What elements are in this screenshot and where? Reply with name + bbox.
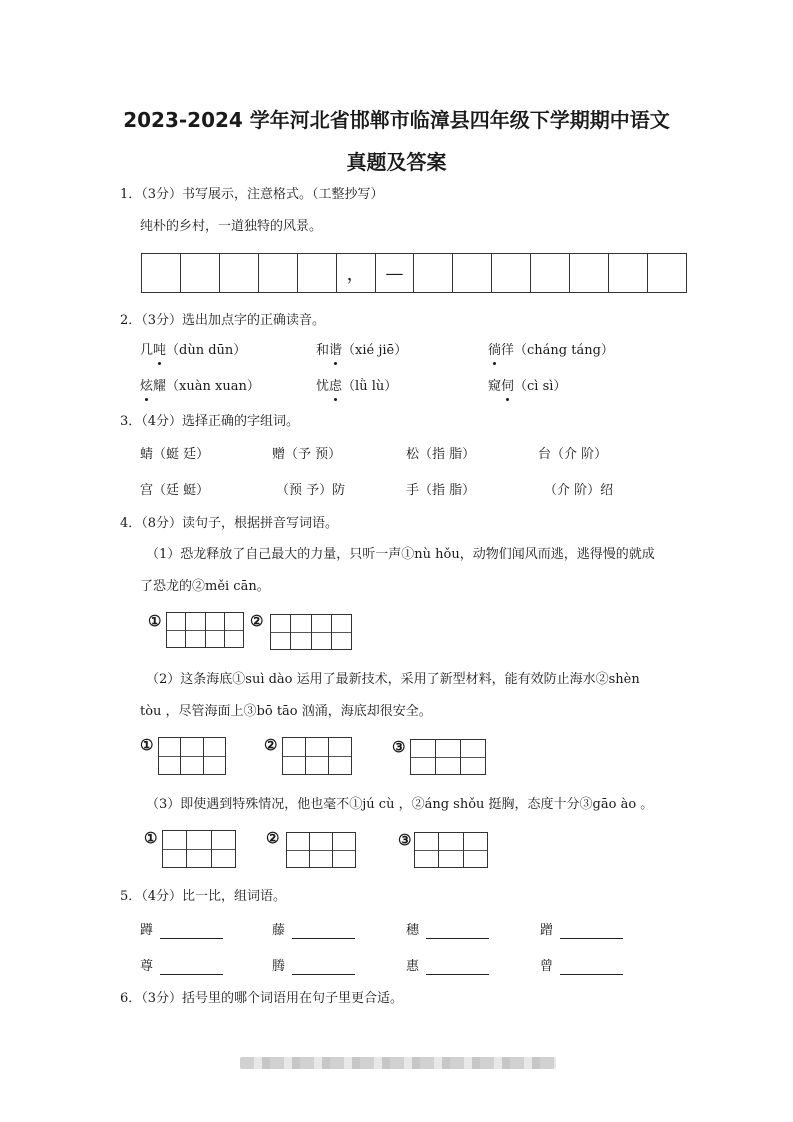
grid-cell <box>220 254 259 292</box>
answer-label: ② <box>264 736 278 754</box>
q5-char: 藤 <box>272 923 286 938</box>
q5-char: 腾 <box>272 959 286 974</box>
grid-cell <box>298 254 337 292</box>
grid-cell <box>609 254 648 292</box>
grid-cell <box>259 254 298 292</box>
q3-item: 松（指 脂） <box>406 447 476 462</box>
q3-item: 台（介 阶） <box>538 447 608 462</box>
q4-sentence-2-line-1: （2）这条海底①suì dào 运用了最新技术，采用了新型材料，能有效防止海水②shèn <box>146 672 640 687</box>
grid-cell-dash: — <box>376 254 415 292</box>
document-title-line2: 真题及答案 <box>346 150 447 174</box>
q3-item: （预 予）防 <box>276 483 346 498</box>
answer-line <box>560 938 623 939</box>
grid-cell <box>648 254 686 292</box>
answer-label: ③ <box>398 831 412 849</box>
question-5-prompt: 5．（4分）比一比，组词语。 <box>120 889 287 904</box>
question-4-prompt: 4．（8分）读句子，根据拼音写词语。 <box>120 516 339 531</box>
q3-item: 蜻（蜓 廷） <box>140 447 210 462</box>
grid-cell <box>414 254 453 292</box>
answer-label: ② <box>266 829 280 847</box>
q5-char: 惠 <box>406 959 420 974</box>
grid-cell <box>570 254 609 292</box>
q3-item: 宫（廷 蜓） <box>140 483 210 498</box>
answer-label: ③ <box>392 738 406 756</box>
answer-box <box>158 737 226 775</box>
grid-cell <box>181 254 220 292</box>
question-2-prompt: 2．（3分）选出加点字的正确读音。 <box>120 313 326 328</box>
q5-char: 曾 <box>540 959 554 974</box>
answer-label: ① <box>140 736 154 754</box>
q5-char: 穗 <box>406 923 420 938</box>
answer-line <box>160 938 223 939</box>
q5-char: 蹲 <box>140 923 154 938</box>
q3-item: 手（指 脂） <box>406 483 476 498</box>
q5-char: 尊 <box>140 959 154 974</box>
answer-box <box>410 739 486 775</box>
grid-cell <box>492 254 531 292</box>
answer-line <box>292 974 355 975</box>
document-title-line1: 2023-2024 学年河北省邯郸市临漳县四年级下学期期中语文 <box>123 108 670 132</box>
answer-label: ② <box>250 612 264 630</box>
q2-item: 炫耀（xuàn xuan） <box>140 379 260 394</box>
answer-line <box>426 974 489 975</box>
q4-sentence-1-line-2: 了恐龙的②měi cān。 <box>140 579 270 594</box>
answer-box <box>166 612 244 648</box>
answer-box <box>162 830 236 868</box>
grid-cell <box>531 254 570 292</box>
answer-line <box>426 938 489 939</box>
q3-item: （介 阶）绍 <box>544 483 614 498</box>
answer-line <box>292 938 355 939</box>
q4-sentence-1-line-1: （1）恐龙释放了自己最大的力量，只听一声①nù hǒu，动物们闻风而逃，逃得慢的就成 <box>146 547 655 562</box>
answer-box <box>270 614 352 650</box>
answer-box <box>286 832 356 868</box>
blurred-footer-watermark <box>240 1057 556 1069</box>
answer-line <box>160 974 223 975</box>
answer-label: ① <box>144 829 158 847</box>
question-1-sentence: 纯朴的乡村，一道独特的风景。 <box>140 219 323 234</box>
q2-item: 几吨（dùn dūn） <box>140 343 247 358</box>
grid-cell-comma: ， <box>337 254 376 292</box>
q2-item: 忧虑（lǜ lù） <box>316 379 398 394</box>
q4-sentence-3: （3）即使遇到特殊情况，他也毫不①jú cù ，②áng shǒu 挺胸，态度十分③gāo ào 。 <box>146 797 654 812</box>
q4-sentence-2-line-2: tòu ，尽管海面上③bō tāo 汹涌，海底却很安全。 <box>140 704 432 719</box>
q3-item: 赠（予 预） <box>272 447 342 462</box>
grid-cell <box>142 254 181 292</box>
q5-char: 蹭 <box>540 923 554 938</box>
q2-item: 和谐（xié jiē） <box>316 343 408 358</box>
answer-line <box>560 974 623 975</box>
grid-cell <box>453 254 492 292</box>
writing-grid <box>141 253 687 293</box>
question-6-prompt: 6．（3分）括号里的哪个词语用在句子里更合适。 <box>120 991 404 1006</box>
question-1-prompt: 1．（3分）书写展示，注意格式。（工整抄写） <box>120 187 384 202</box>
q2-item: 窥伺（cì sì） <box>488 379 567 394</box>
question-3-prompt: 3．（4分）选择正确的字组词。 <box>120 414 300 429</box>
answer-label: ① <box>148 612 162 630</box>
q2-item: 徜徉（cháng táng） <box>488 343 614 358</box>
answer-box <box>414 832 488 868</box>
answer-box <box>282 737 352 775</box>
